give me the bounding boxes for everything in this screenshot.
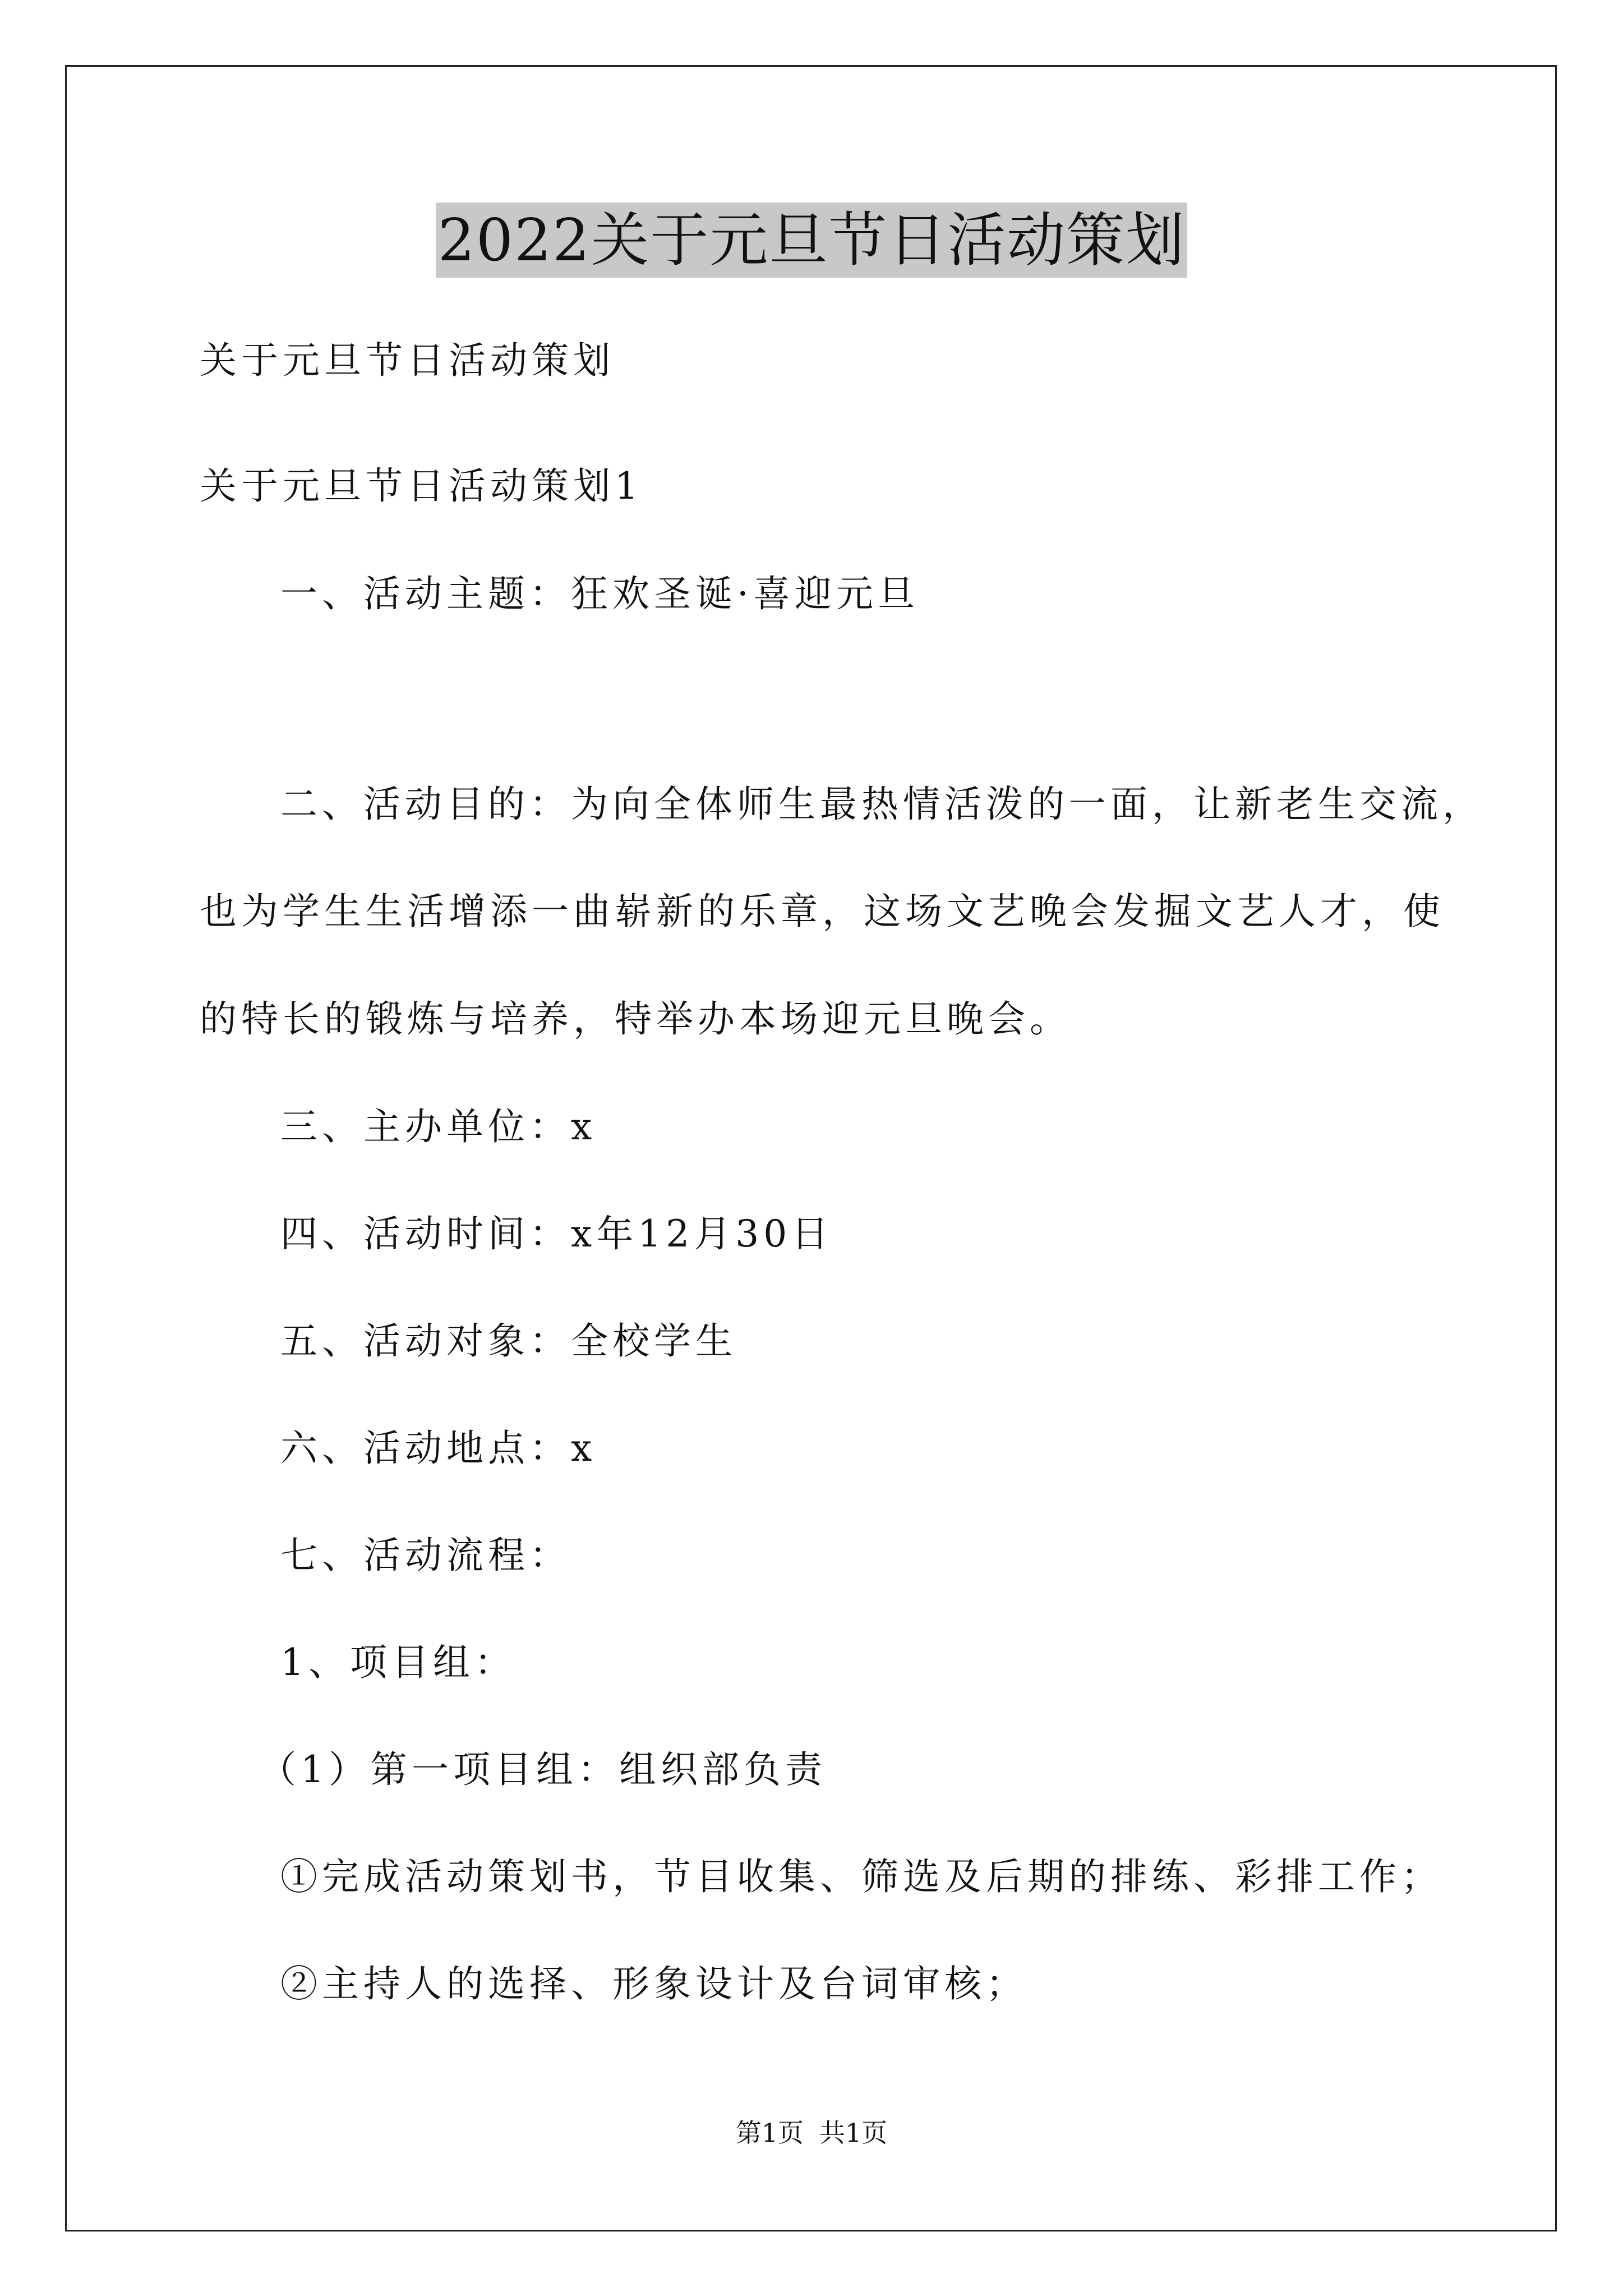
text-line-time: 四、活动时间：x年12月30日 (280, 1212, 833, 1255)
text-line-subtitle: 关于元旦节日活动策划 (200, 339, 615, 382)
page-number: 第1页 (735, 2118, 804, 2148)
page-total: 共1页 (819, 2118, 888, 2148)
text-line-location: 六、活动地点：x (280, 1427, 597, 1470)
text-line-audience: 五、活动对象：全校学生 (280, 1319, 737, 1363)
document-title-text: 2022关于元旦节日活动策划 (436, 203, 1188, 278)
text-line-item-1: ①完成活动策划书，节目收集、筛选及后期的排练、彩排工作； (280, 1855, 1442, 1898)
text-line-process: 七、活动流程： (280, 1534, 571, 1577)
text-line-project-group: 1、项目组： (280, 1641, 516, 1684)
text-line-purpose-3: 的特长的锻炼与培养，特举办本场迎元旦晚会。 (200, 997, 1071, 1041)
text-line-item-2: ②主持人的选择、形象设计及台词审核； (280, 1962, 1027, 2005)
text-line-section-heading: 关于元旦节日活动策划1 (200, 464, 643, 508)
page-footer (0, 2116, 1623, 2150)
text-line-organizer: 三、主办单位：x (280, 1105, 597, 1148)
text-line-theme: 一、活动主题：狂欢圣诞·喜迎元旦 (280, 572, 919, 615)
text-line-first-group: （1）第一项目组：组织部负责 (259, 1748, 827, 1791)
document-title (0, 201, 1623, 279)
text-line-purpose-1: 二、活动目的：为向全体师生最热情活泼的一面，让新老生交流， (280, 783, 1484, 826)
text-line-purpose-2: 也为学生生活增添一曲崭新的乐章，这场文艺晚会发掘文艺人才，使 (200, 890, 1445, 933)
